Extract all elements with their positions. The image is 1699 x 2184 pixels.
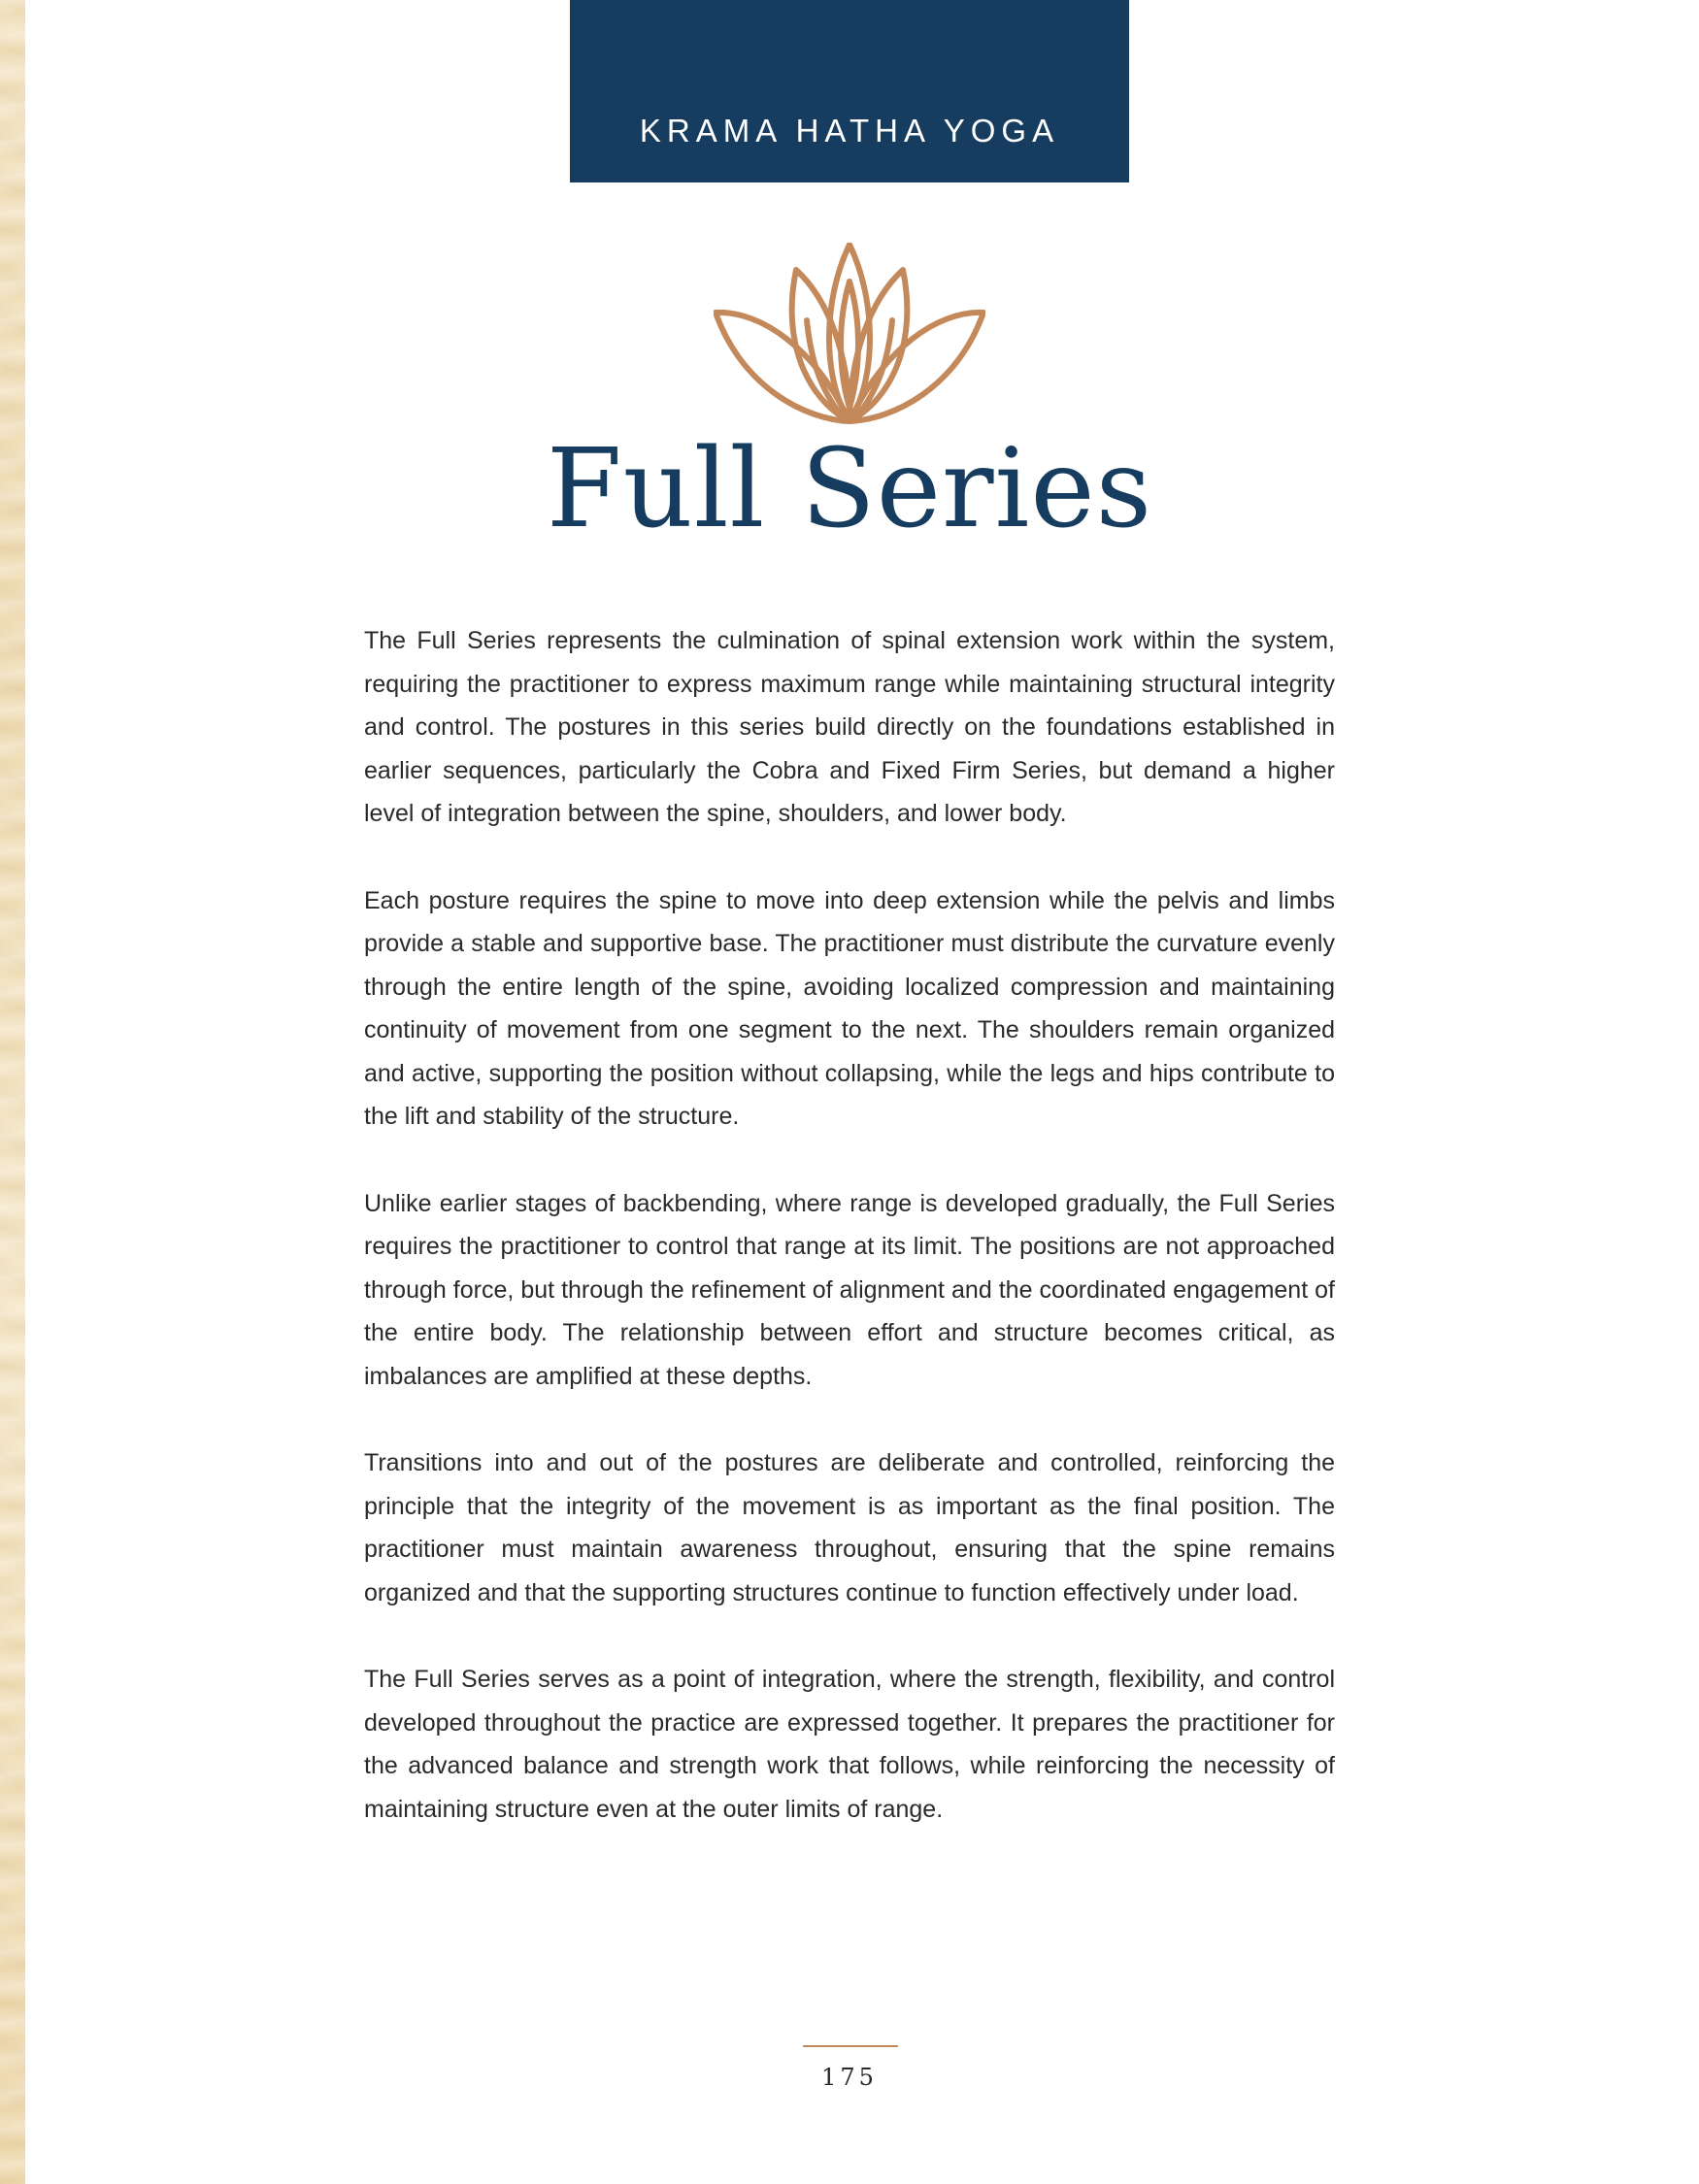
paragraph: The Full Series serves as a point of integration, where the strength, flexibility, and control developed throughout the practice are expressed together. It prepares the practitioner for the advanced balance and strength work that follows, while reinforcing the necessity of maintaining structure even at the outer limits of range.	[364, 1666, 1335, 1823]
body-text	[364, 619, 1335, 1874]
header-title: KRAMA HATHA YOGA	[639, 113, 1060, 149]
paragraph: Unlike earlier stages of backbending, where range is developed gradually, the Full Series requires the practitioner to control that range at its limit. The positions are not approached through force, but through the refinement of alignment and the coordinated engagement of the entire body. The relationship between effort and structure becomes critical, as imbalances are amplified at these depths.	[364, 1189, 1335, 1390]
footer-divider	[803, 2045, 898, 2047]
page-number: 175	[821, 2064, 878, 2091]
page-title: Full Series	[546, 426, 1153, 552]
header-banner	[570, 0, 1129, 182]
paragraph: The Full Series represents the culmination of spinal extension work within the system, requiring the practitioner to express maximum range while maintaining structural integrity and control. The postures in this series build directly on the foundations established in earlier sequences, particularly the Cobra and Fixed Firm Series, but demand a higher level of integration between the spine, shoulders, and lower body.	[364, 627, 1335, 827]
lotus-icon	[714, 243, 985, 427]
paragraph: Transitions into and out of the postures are deliberate and controlled, reinforcing the principle that the integrity of the movement is as important as the final position. The practitioner must maintain awareness throughout, ensuring that the spine remains organized and that the supporting structures continue to function effectively under load.	[364, 1449, 1335, 1606]
decorative-left-border	[0, 0, 25, 2184]
paragraph: Each posture requires the spine to move into deep extension while the pelvis and limbs provide a stable and supportive base. The practitioner must distribute the curvature evenly through the entire length of the spine, avoiding localized compression and maintaining continuity of movement from one segment to the next. The shoulders remain organized and active, supporting the position without collapsing, while the legs and hips contribute to the lift and stability of the structure.	[364, 886, 1335, 1130]
